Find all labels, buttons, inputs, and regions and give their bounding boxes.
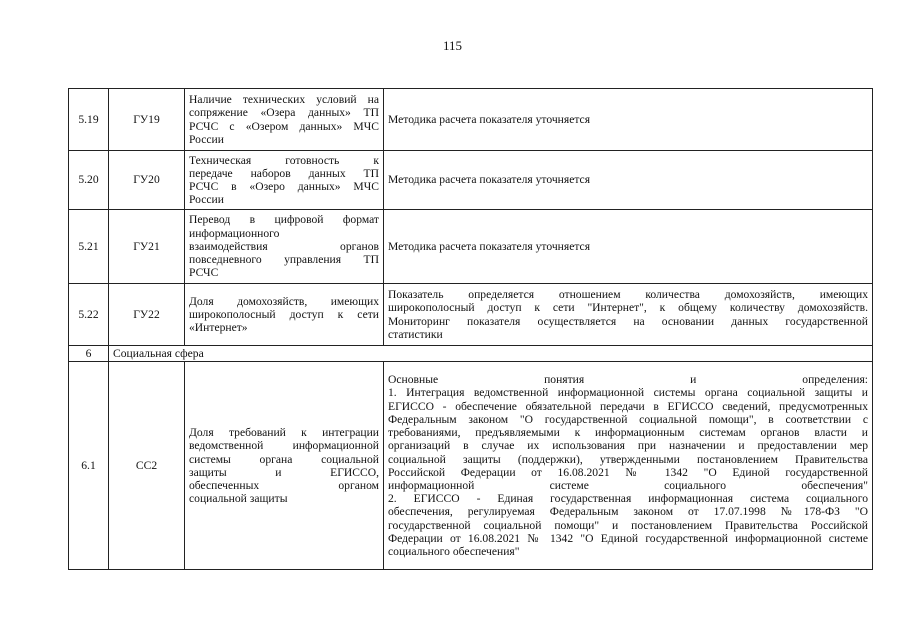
text-line: России bbox=[189, 193, 224, 207]
text-line: статистики bbox=[388, 327, 443, 341]
indicator-code: ГУ22 bbox=[109, 284, 185, 346]
text-line: Федерации от 16.08.2021 № 1342 "О Единой государственной информационной системе bbox=[388, 531, 868, 545]
text-line: Мониторинг показателя осуществляется на основании данных государственной bbox=[388, 314, 868, 328]
text-line: обеспечения, регулируемая Федеральным законом от 17.07.1998 №178-ФЗ "О bbox=[388, 505, 868, 519]
text-line: социального обеспечения" bbox=[388, 544, 520, 558]
text-line: ведомственной информационной bbox=[189, 439, 379, 453]
text-line: России bbox=[189, 132, 224, 146]
row-number: 5.22 bbox=[69, 284, 109, 346]
indicator-method: Методика расчета показателя уточняется bbox=[384, 151, 873, 210]
text-line: РСЧС с «Озером данных» МЧС bbox=[189, 119, 379, 133]
indicator-code: ГУ20 bbox=[109, 151, 185, 210]
text-line: сопряжение «Озера данных» ТП bbox=[189, 106, 379, 120]
text-line: взаимодействия органов bbox=[189, 239, 379, 253]
indicator-table bbox=[68, 88, 873, 570]
text-line: передаче наборов данных ТП bbox=[189, 166, 379, 180]
text-line: Доля домохозяйств, имеющих bbox=[189, 294, 379, 308]
text-line: требованиями, предъявляемыми к информационным системам органов власти и bbox=[388, 426, 868, 440]
table-row bbox=[69, 210, 873, 284]
row-number: 6.1 bbox=[69, 362, 109, 570]
row-number: 5.20 bbox=[69, 151, 109, 210]
text-line: Перевод в цифровой формат bbox=[189, 213, 379, 227]
table-row bbox=[69, 151, 873, 210]
text-line: Наличие технических условий на bbox=[189, 93, 379, 107]
section-row bbox=[69, 346, 873, 362]
indicator-method: Методика расчета показателя уточняется bbox=[384, 89, 873, 151]
text-line: 1. Интеграция ведомственной информационной системы органа социальной защиты и bbox=[388, 386, 868, 400]
section-title: Социальная сфера bbox=[109, 346, 873, 362]
text-line: повседневного управления ТП bbox=[189, 253, 379, 267]
row-number: 5.19 bbox=[69, 89, 109, 151]
text-line: РСЧС bbox=[189, 266, 219, 280]
text-line: ЕГИССО - обеспечение обязательной передачи в ЕГИССО сведений, предусмотренных bbox=[388, 399, 868, 413]
text-line: системы органа социальной bbox=[189, 452, 379, 466]
table-row bbox=[69, 362, 873, 570]
table-row bbox=[69, 284, 873, 346]
text-line: широкополосный доступ к сети "Интернет", к общему количеству домохозяйств. bbox=[388, 301, 868, 315]
text-line: информационного bbox=[189, 226, 280, 240]
indicator-name bbox=[185, 89, 384, 151]
text-line: широкополосный доступ к сети bbox=[189, 307, 379, 321]
text-line: социальной защиты bbox=[189, 492, 288, 506]
text-line: «Интернет» bbox=[189, 321, 248, 335]
text-line: 2. ЕГИССО - Единая государственная информационная система социального bbox=[388, 492, 868, 506]
table-row bbox=[69, 89, 873, 151]
text-line: защиты и ЕГИССО, bbox=[189, 465, 379, 479]
row-number: 5.21 bbox=[69, 210, 109, 284]
indicator-code: СС2 bbox=[109, 362, 185, 570]
indicator-name bbox=[185, 151, 384, 210]
section-number: 6 bbox=[69, 346, 109, 362]
text-line: Основные понятия и определения: bbox=[388, 373, 868, 387]
indicator-method bbox=[384, 284, 873, 346]
indicator-name bbox=[185, 362, 384, 570]
indicator-name bbox=[185, 284, 384, 346]
text-line: Показатель определяется отношением количества домохозяйств, имеющих bbox=[388, 288, 868, 302]
page-number: 115 bbox=[442, 38, 463, 53]
text-line: информационной системе социального обеспечения" bbox=[388, 478, 868, 492]
indicator-code: ГУ19 bbox=[109, 89, 185, 151]
text-line: Федеральным законом "О государственной социальной помощи", в соответствии с bbox=[388, 412, 868, 426]
text-line: обеспеченных органом bbox=[189, 478, 379, 492]
text-line: государственной социальной помощи" и постановлением Правительства Российской bbox=[388, 518, 868, 532]
text-line: Российской Федерации от 16.08.2021 № 1342 "О Единой государственной bbox=[388, 465, 868, 479]
indicator-method bbox=[384, 362, 873, 570]
text-line: Техническая готовность к bbox=[189, 153, 379, 167]
text-line: социальной защиты (поддержки), утвержденными постановлением Правительства bbox=[388, 452, 868, 466]
text-line: организаций в случае их использования при назначении и предоставлении мер bbox=[388, 439, 868, 453]
text-line: РСЧС в «Озеро данных» МЧС bbox=[189, 180, 379, 193]
indicator-name bbox=[185, 210, 384, 284]
indicator-method: Методика расчета показателя уточняется bbox=[384, 210, 873, 284]
text-line: Доля требований к интеграции bbox=[189, 426, 379, 440]
indicator-code: ГУ21 bbox=[109, 210, 185, 284]
